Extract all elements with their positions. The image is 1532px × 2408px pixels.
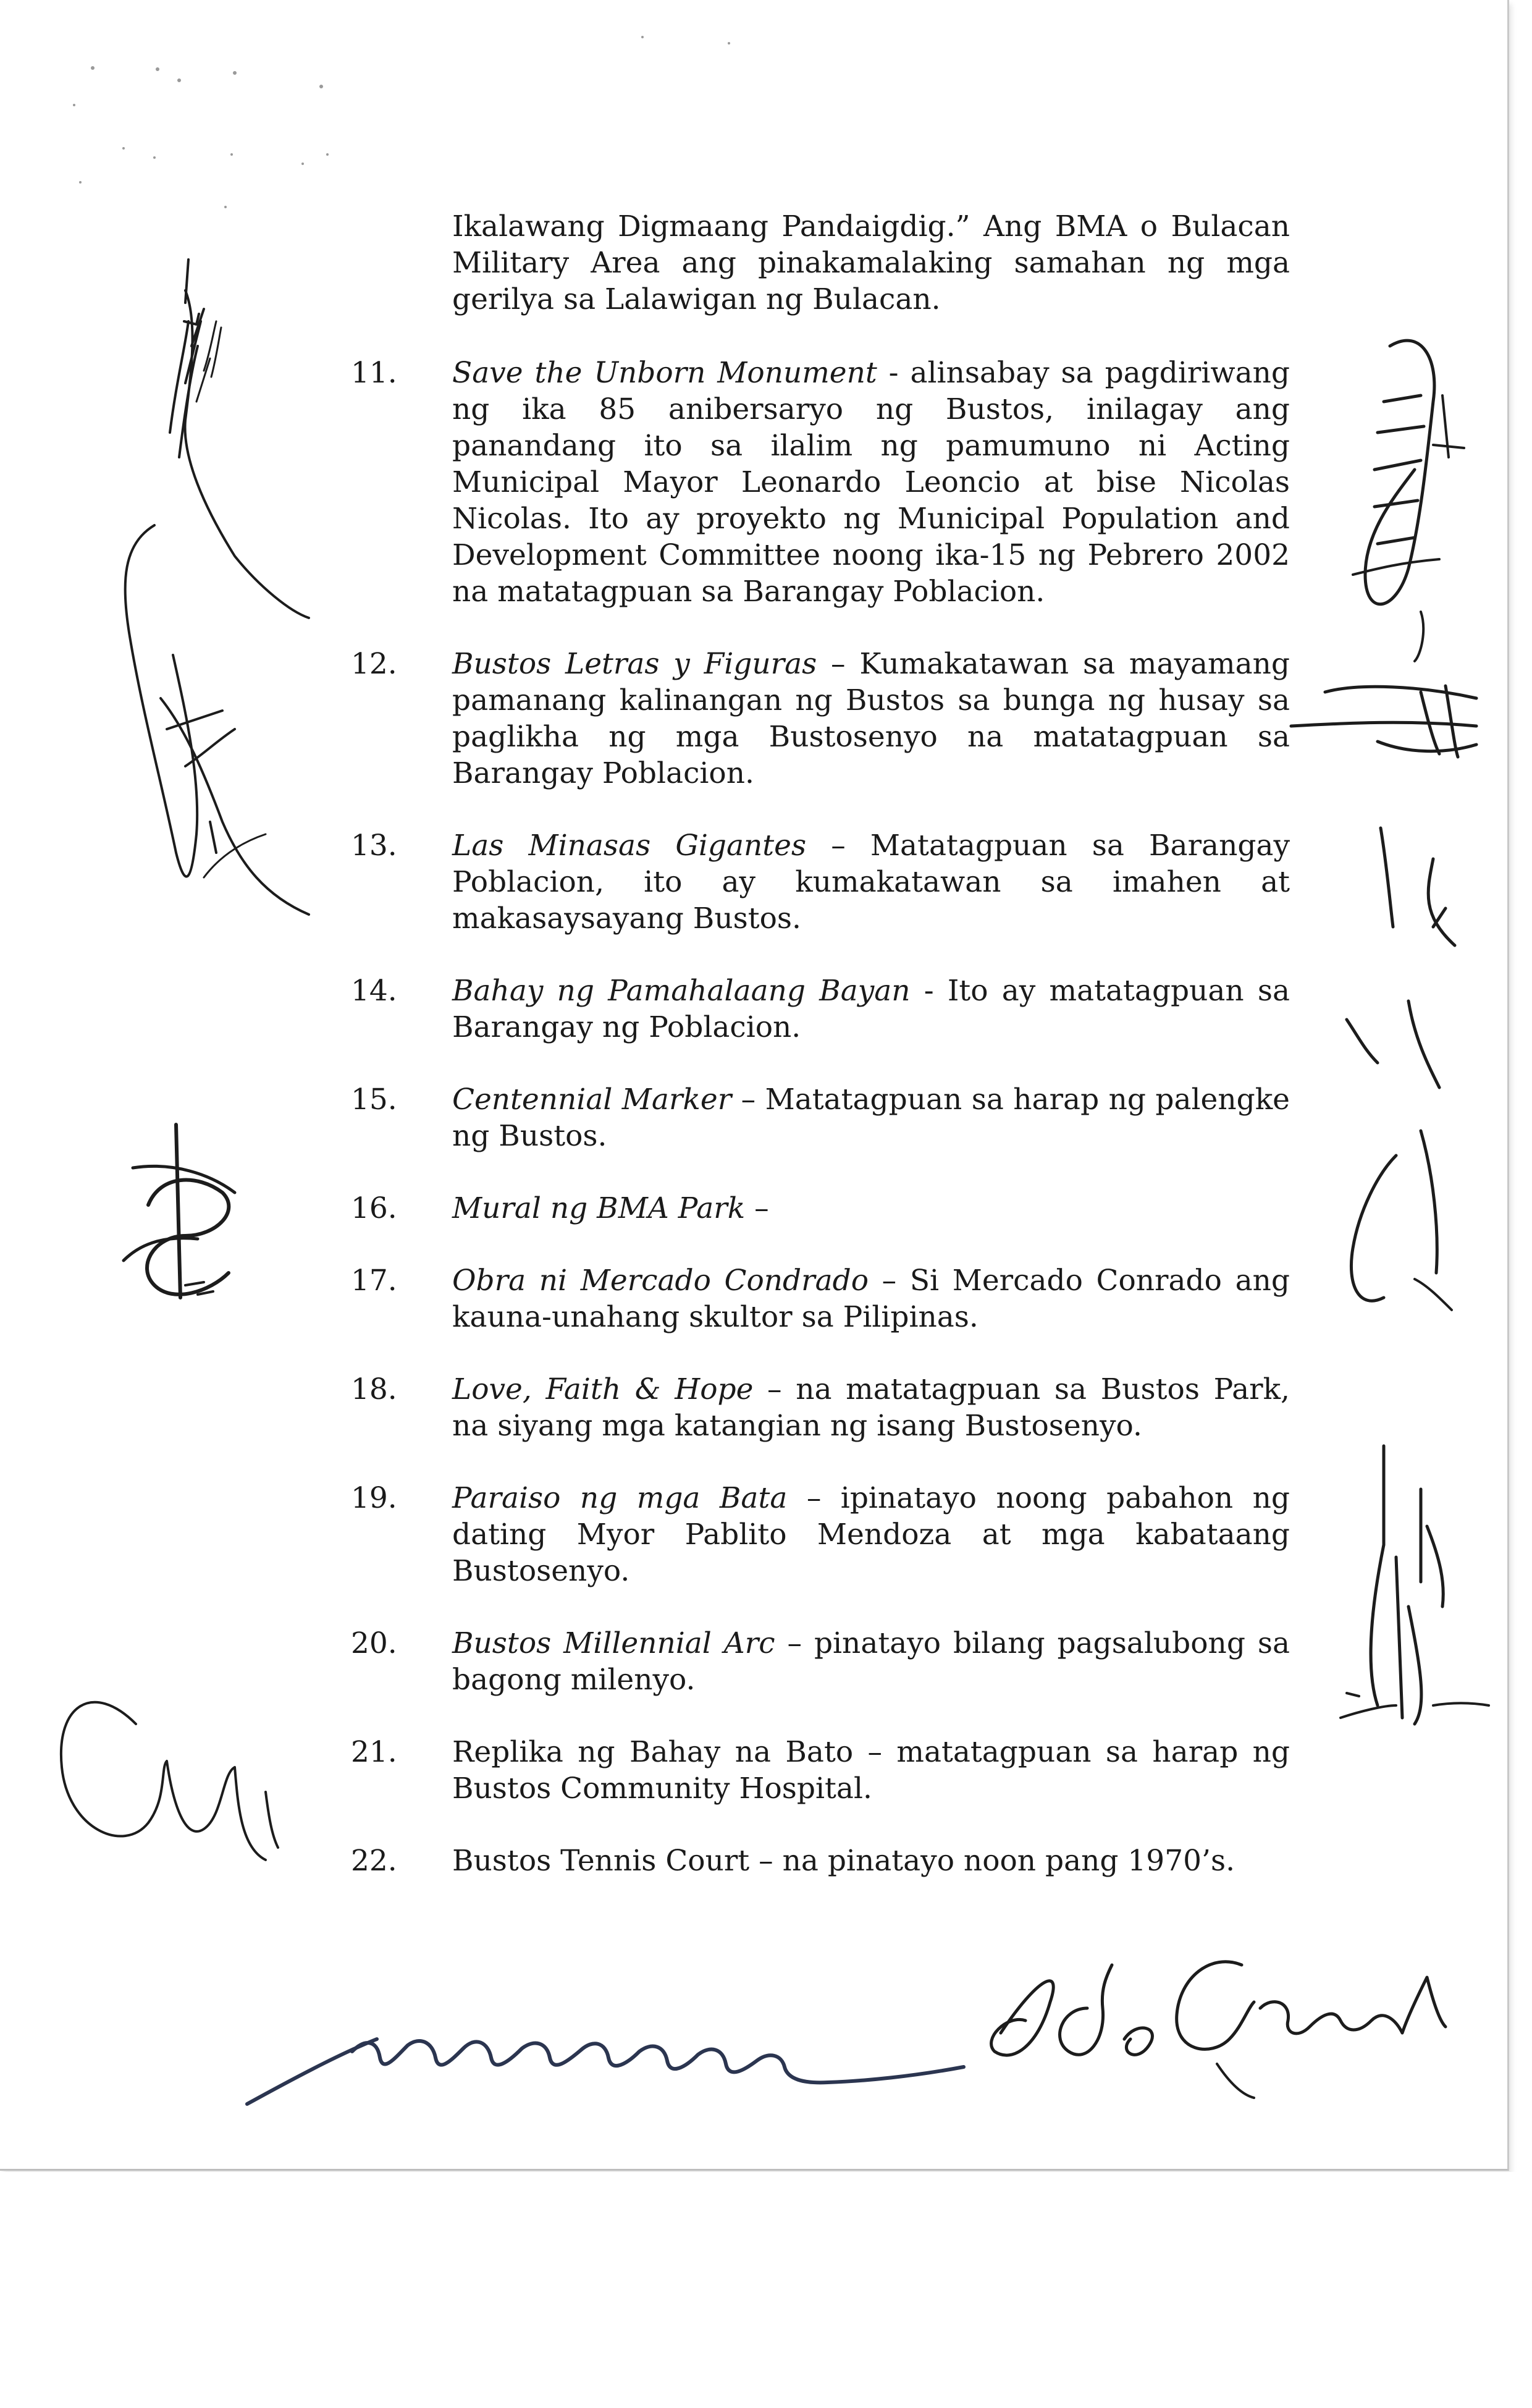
item-separator: – [869,1264,910,1298]
item-number: 14. [351,974,397,1008]
signature-right-top [1353,340,1464,661]
item-number: 21. [351,1735,397,1769]
signature-left-top [170,260,309,618]
item-text: matatagpuan sa harap ng Bustos Community Hospital. [452,1735,1290,1806]
signature-left-middle [125,525,309,915]
list-item-22 [351,1843,1290,1879]
item-number: 22. [351,1844,397,1878]
item-body [452,827,1290,937]
item-separator: – [806,829,870,863]
item-number: 12. [351,647,397,681]
signature-bottom-blue [247,2039,964,2104]
list-item-11 [351,355,1290,610]
item-number: 11. [351,356,397,390]
item-text: Si Mercado Conrado ang kauna-unahang skultor sa Pilipinas. [452,1264,1290,1334]
item-body [452,355,1290,610]
document-content [351,179,1290,1915]
list-item-15 [351,1081,1290,1154]
item-title: Love, Faith & Hope [452,1372,754,1406]
item-body [452,1190,1290,1227]
item-number: 17. [351,1264,397,1298]
item-title: Save the Unborn Monument [452,356,877,390]
item-title: Paraiso ng mga Bata [452,1481,788,1515]
item-separator: – [817,647,860,681]
item-number: 13. [351,829,397,863]
item-body [452,646,1290,792]
intro-paragraph: Ikalawang Digmaang Pandaigdig.” Ang BMA o Bulacan Military Area ang pinakamalaking samahan ng mga gerilya sa Lalawigan ng Bulacan. [452,209,1290,316]
item-separator: – [745,1191,769,1225]
item-number: 18. [351,1372,397,1406]
item-title: Las Minasas Gigantes [452,829,807,863]
item-separator: – [753,1372,796,1406]
signature-right-middle [1347,828,1455,1310]
signature-right-lower [1340,1446,1489,1724]
scan-margin [0,2172,1532,2408]
list-item-20 [351,1625,1290,1698]
item-text: Matatagpuan sa Barangay Poblacion, ito ay kumakatawan sa imahen at makasaysayang Bustos. [452,829,1290,936]
item-body [452,1734,1290,1807]
list-item-14 [351,973,1290,1046]
list-item-16 [351,1190,1290,1227]
item-text: Matatagpuan sa harap ng palengke ng Bustos. [452,1083,1290,1153]
list-item-19 [351,1480,1290,1589]
list-item-18 [351,1371,1290,1444]
item-number: 19. [351,1481,397,1515]
list-item-21 [351,1734,1290,1807]
item-text: pinatayo bilang pagsalubong sa bagong milenyo. [452,1626,1290,1697]
item-title: Bustos Millennial Arc [452,1626,775,1660]
list-item-17 [351,1262,1290,1335]
item-separator: – [787,1481,841,1515]
item-title: Obra ni Mercado Condrado [452,1264,869,1298]
item-separator: – [731,1083,765,1117]
item-body [452,973,1290,1046]
item-title: Mural ng BMA Park [452,1191,746,1225]
item-separator: - [910,974,948,1008]
item-body [452,1371,1290,1444]
signature-bottom-right [991,1962,1446,2098]
item-separator: – [749,1844,783,1878]
list-item-12 [351,646,1290,792]
item-title: Bustos Tennis Court [452,1844,750,1878]
item-text: na pinatayo noon pang 1970’s. [782,1844,1235,1878]
item-body [452,1625,1290,1698]
item-text: Kumakatawan sa mayamang pamanang kalinangan ng Bustos sa bunga ng husay sa paglikha ng mga Bustosenyo na matatagpuan sa Barangay Poblacion. [452,647,1290,790]
signature-right-cross [1291,686,1476,757]
item-title: Bustos Letras y Figuras [452,647,817,681]
item-title: Centennial Marker [452,1083,732,1117]
item-text: ipinatayo noong pabahon ng dating Myor Pablito Mendoza at mga kabataang Bustosenyo. [452,1481,1290,1588]
list-item-13 [351,827,1290,937]
item-text: Ito ay matatagpuan sa Barangay ng Poblacion. [452,974,1290,1044]
item-body [452,1081,1290,1154]
item-separator: – [853,1735,897,1769]
item-number: 15. [351,1083,397,1117]
item-separator: – [775,1626,814,1660]
signature-left-initial [124,1125,235,1298]
item-separator: - [877,356,911,390]
item-number: 16. [351,1191,397,1225]
item-text: na matatagpuan sa Bustos Park, na siyang mga katangian ng isang Bustosenyo. [452,1372,1290,1443]
item-number: 20. [351,1626,397,1660]
signature-left-bottom [61,1702,278,1860]
item-body [452,1843,1290,1879]
item-title: Bahay ng Pamahalaang Bayan [452,974,911,1008]
item-body [452,1480,1290,1589]
item-title: Replika ng Bahay na Bato [452,1735,854,1769]
item-text: alinsabay sa pagdiriwang ng ika 85 anibersaryo ng Bustos, inilagay ang panandang ito sa ilalim ng pamumuno ni Acting Municipal Mayor Leonardo Leoncio at bise Nicolas Nicolas. Ito ay proyekto ng Municipal Population and Development Committee noong ika-15 ng Pebrero 2002 na matatagpuan sa Barangay Poblacion. [452,356,1290,609]
item-body [452,1262,1290,1335]
